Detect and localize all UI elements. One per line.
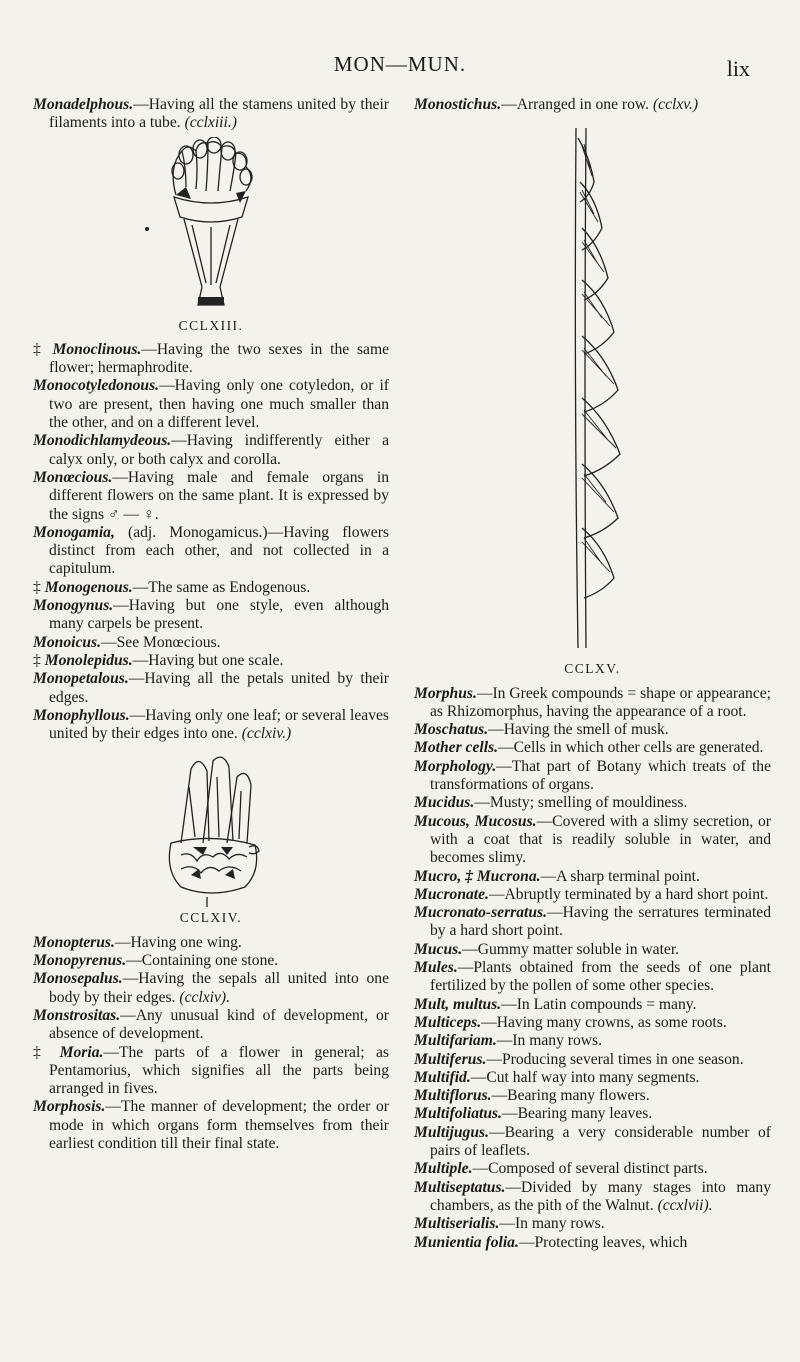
glossary-entry <box>414 758 771 795</box>
definition: —Having the two sexes in the same flower; hermaphrodite. <box>49 340 389 377</box>
headword: Monosepalus. <box>33 970 123 988</box>
definition: —Having but one scale. <box>132 651 284 669</box>
headword: Munientia folia. <box>414 1233 519 1251</box>
glossary-entry <box>414 1234 771 1252</box>
definition: —Having only one leaf; or several leaves united by their edges into one. <box>49 706 389 743</box>
headword: Monocotyledonous. <box>33 377 160 395</box>
definition: —Any unusual kind of development, or absence of development. <box>49 1006 389 1043</box>
definition: —Arranged in one row. <box>501 96 650 113</box>
headword: Morphosis. <box>33 1098 106 1116</box>
headword: Moria. <box>59 1043 104 1061</box>
glossary-entry: ‡ Monogenous.—The same as Endogenous. <box>33 578 311 596</box>
glossary-entry <box>414 1032 771 1050</box>
monadelphous-stamen-tube-icon <box>136 137 286 315</box>
definition: —Musty; smelling of mouldiness. <box>474 794 688 812</box>
headword: Moschatus. <box>414 721 489 739</box>
glossary-entry <box>33 377 389 432</box>
headword: Monogenous. <box>44 578 133 596</box>
glossary-entry <box>33 469 389 524</box>
glossary-entry <box>33 432 389 469</box>
figure-caption: CCLXIII. <box>178 317 244 333</box>
figure-reference: (cclxv.) <box>652 96 699 113</box>
headword: Morphology. <box>414 757 497 775</box>
headword: Monoclinous. <box>52 340 142 358</box>
headword: Multiserialis. <box>414 1215 500 1233</box>
headword: Monoicus. <box>33 633 102 651</box>
headword: Multifoliatus. <box>414 1105 502 1123</box>
definition: —Plants obtained from the seeds of one plant fertilized by the pollen of some other species. <box>430 959 771 995</box>
definition: —Covered with a slimy secretion, or with a coat that is readily soluble in water, and becomes slimy. <box>430 812 772 867</box>
glossary-entry: ‡ Monoclinous.—Having the two sexes in the same flower; hermaphrodite. <box>33 340 389 377</box>
page-number: lix <box>726 56 750 81</box>
figure-caption: CCLXV. <box>564 661 621 677</box>
figure-reference: (cclxiv.) <box>241 725 292 743</box>
glossary-entry <box>414 1014 771 1032</box>
definition: —The parts of a flower in general; as Pentamorius, which signifies all the parts being arranged in fives. <box>49 1043 389 1098</box>
headword: Multifariam. <box>414 1032 497 1050</box>
headword: Mucronato-serratus. <box>414 904 548 922</box>
definition: —The same as Endogenous. <box>132 578 311 596</box>
definition: —Having indifferently either a calyx only, or both calyx and corolla. <box>49 432 389 468</box>
definition: —Bearing many leaves. <box>501 1105 653 1123</box>
definition: (adj. Monogamicus.)—Having flowers distinct from each other, and not collected in a capitulum. <box>49 523 389 578</box>
glossary-entry <box>33 934 389 952</box>
headword: Monolepidus. <box>44 651 133 669</box>
definition: —The manner of development; the order or mode in which organs form themselves from their earliest condition till their final state. <box>49 1098 389 1152</box>
figure-reference: (cclxiii.) <box>184 114 237 132</box>
definition: —In many rows. <box>499 1215 605 1233</box>
definition: —Having all the stamens united by their filaments into a tube. <box>49 96 389 132</box>
definition: —Bearing a very considerable number of pairs of leaflets. <box>430 1123 771 1160</box>
glossary-entry <box>414 886 771 904</box>
definition: —Having all the petals united by their edges. <box>49 670 389 706</box>
glossary-entry <box>414 904 771 941</box>
definition: —Cut half way into many segments. <box>470 1068 700 1086</box>
definition: —Protecting leaves, which <box>518 1233 688 1251</box>
headword: Monogamia, <box>33 523 115 541</box>
definition: —Having the serratures terminated by a hard short point. <box>430 904 771 940</box>
glossary-entry <box>33 524 389 579</box>
glossary-entry <box>414 1105 771 1123</box>
headword: Multiflorus. <box>414 1087 492 1105</box>
glossary-entry <box>414 1124 771 1161</box>
monophyllous-calyx-icon <box>151 747 271 907</box>
figure-reference: (ccxlvii). <box>657 1196 713 1214</box>
headword: Mucro, ‡ Mucrona. <box>414 867 541 885</box>
glossary-entry <box>414 959 771 996</box>
left-column <box>33 96 389 1153</box>
definition: —Abruptly terminated by a hard short point. <box>488 885 769 903</box>
definition: —Having the smell of musk. <box>488 721 669 739</box>
headword: Multijugus. <box>414 1123 489 1141</box>
definition: —That part of Botany which treats of the transformations of organs. <box>430 757 771 794</box>
headword: Monophyllous. <box>33 706 130 724</box>
glossary-entry <box>33 1098 389 1153</box>
glossary-entry <box>414 813 771 868</box>
definition: —Having many crowns, as some roots. <box>481 1013 727 1031</box>
glossary-entry <box>33 970 389 1007</box>
figure-reference: (cclxiv). <box>179 988 231 1006</box>
glossary-entry <box>414 96 771 114</box>
definition: —Containing one stone. <box>126 952 279 970</box>
definition: —Having male and female organs in different flowers on the same plant. It is expressed by the signs ♂ — ♀. <box>49 468 389 523</box>
page-header <box>0 52 800 92</box>
headword: Multiseptatus. <box>414 1178 506 1196</box>
glossary-entry <box>414 1051 771 1069</box>
figure-cclxiii <box>33 137 389 335</box>
definition: —See Monœcious. <box>101 633 221 651</box>
glossary-entry: ‡ Moria.—The parts of a flower in general; as Pentamorius, which signifies all the parts being arranged in fives. <box>33 1043 389 1098</box>
glossary-entry <box>33 96 389 133</box>
headword: Multiferus. <box>414 1050 487 1068</box>
glossary-entry <box>414 1160 771 1178</box>
glossary-entry <box>33 634 389 652</box>
headword: Mult, multus. <box>414 995 502 1013</box>
glossary-entry <box>414 685 771 722</box>
headword: Monopyrenus. <box>33 952 127 970</box>
headword: Mules. <box>414 959 458 977</box>
definition: —In Greek compounds = shape or appearance; as Rhizomorphus, having the appearance of a root. <box>430 684 771 720</box>
glossary-entry <box>33 597 389 634</box>
glossary-entry <box>414 941 771 959</box>
glossary-entry <box>414 739 771 757</box>
glossary-entry <box>414 1069 771 1087</box>
figure-caption: CCLXIV. <box>179 910 243 926</box>
glossary-entry <box>414 996 771 1014</box>
headword: Monodichlamydeous. <box>33 432 172 450</box>
running-head: MON—MUN. <box>333 52 467 76</box>
glossary-entry <box>33 1007 389 1044</box>
definition: —Having one wing. <box>114 933 242 951</box>
definition: —Composed of several distinct parts. <box>472 1160 708 1178</box>
definition: —Gummy matter soluble in water. <box>462 940 680 958</box>
headword: Monstrositas. <box>33 1006 121 1024</box>
definition: —Bearing many flowers. <box>491 1087 650 1105</box>
headword: Mucidus. <box>414 794 475 812</box>
definition: —Having the sepals all united into one body by their edges. <box>49 970 389 1006</box>
headword: Monadelphous. <box>33 96 134 113</box>
headword: Mother cells. <box>414 739 499 757</box>
headword: Monogynus. <box>33 597 114 615</box>
headword: Mucronate. <box>414 885 489 903</box>
monostichous-stem-icon <box>538 118 648 658</box>
glossary-entry <box>414 1179 771 1216</box>
glossary-entry <box>414 1087 771 1105</box>
headword: Monopterus. <box>33 933 115 951</box>
definition: —Having but one style, even although many carpels be present. <box>49 597 389 633</box>
figure-cclxv <box>414 118 771 678</box>
definition: —In Latin compounds = many. <box>501 995 697 1013</box>
glossary-entry: ‡ Monolepidus.—Having but one scale. <box>33 651 284 669</box>
glossary-entry <box>414 1215 771 1233</box>
glossary-entry <box>414 721 771 739</box>
headword: Monœcious. <box>33 468 113 486</box>
glossary-entry <box>414 868 771 886</box>
definition: —Producing several times in one season. <box>486 1050 744 1068</box>
glossary-entry <box>33 707 389 744</box>
right-column <box>414 96 771 1252</box>
headword: Mucous, Mucosus. <box>414 812 537 830</box>
glossary-entry <box>414 794 771 812</box>
definition: —Having only one cotyledon, or if two are present, then having one much smaller than the other, and on a different level. <box>49 377 389 432</box>
headword: Morphus. <box>414 684 477 702</box>
definition: —A sharp terminal point. <box>540 867 700 885</box>
definition: —Cells in which other cells are generated. <box>498 739 764 757</box>
glossary-entry <box>33 670 389 707</box>
glossary-entry <box>33 952 389 970</box>
figure-cclxiv <box>33 747 389 927</box>
headword: Multiceps. <box>414 1013 482 1031</box>
headword: Monostichus. <box>414 96 502 113</box>
definition: —Divided by many stages into many chambers, as the pith of the Walnut. <box>430 1178 771 1214</box>
headword: Monopetalous. <box>33 670 129 688</box>
headword: Multifid. <box>414 1068 471 1086</box>
definition: —In many rows. <box>496 1032 603 1050</box>
headword: Multiple. <box>414 1160 473 1178</box>
headword: Mucus. <box>414 940 463 958</box>
